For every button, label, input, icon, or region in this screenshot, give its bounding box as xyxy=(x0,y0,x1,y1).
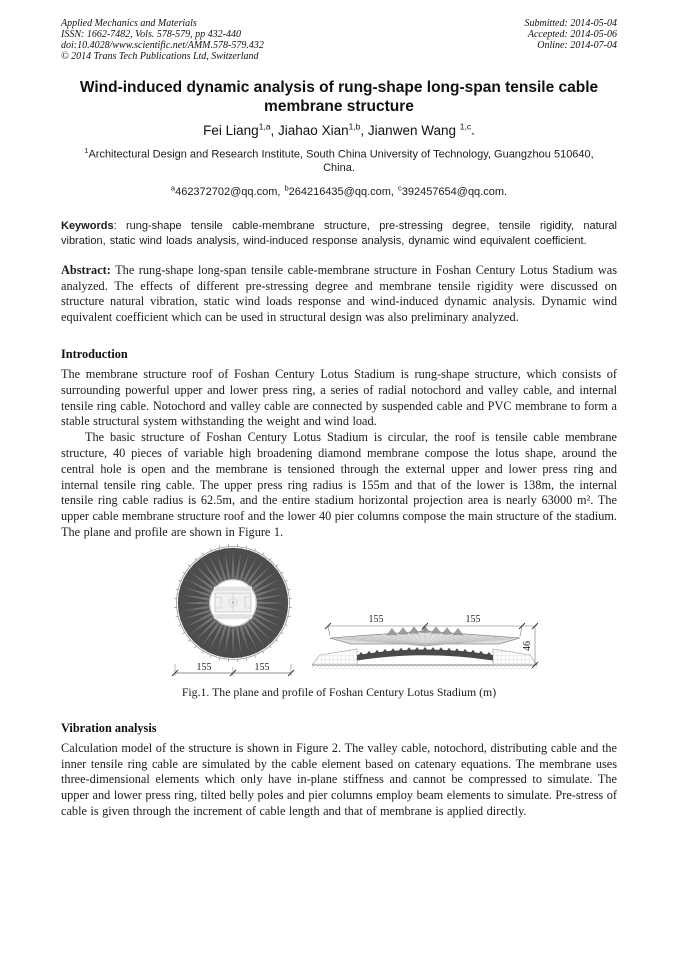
plan-dimension xyxy=(172,662,294,676)
introduction-heading: Introduction xyxy=(61,347,128,361)
vibration-heading: Vibration analysis xyxy=(61,720,157,735)
journal-copyright: © 2014 Trans Tech Publications Ltd, Switzerland xyxy=(61,51,259,62)
email-c: $^c$392457654@qq.com. xyxy=(397,183,508,198)
abstract-paragraph xyxy=(61,263,617,326)
abstract-label: Abstract: xyxy=(61,262,111,277)
stadium-profile-view xyxy=(312,614,538,670)
stadium-plan-view xyxy=(172,544,294,676)
keywords-label: Keywords xyxy=(61,219,114,232)
journal-issn: ISSN: 1662-7482, Vols. 578-579, pp 432-440 xyxy=(61,29,241,40)
author-3: , Jianwen Wang $^{1,c}$ xyxy=(360,121,472,138)
author-3-sup: 1,c xyxy=(459,121,472,131)
plan-field xyxy=(214,586,252,619)
profile-height-label: 46 xyxy=(522,640,533,651)
profile-dim-right-label: 155 xyxy=(465,613,481,625)
submitted-date: Submitted: 2014-05-04 xyxy=(524,18,617,29)
journal-doi: doi:10.4028/www.scientific.net/AMM.578-579.432 xyxy=(61,40,264,51)
profile-left-stand xyxy=(312,649,357,665)
authors-tail: . xyxy=(471,122,475,138)
email-a: $^a$462372702@qq.com, xyxy=(170,183,281,198)
figure1-caption: Fig.1. The plane and profile of Foshan Century Lotus Stadium (m) xyxy=(181,684,497,699)
introduction-paragraph-2: The basic structure of Foshan Century Lotus Stadium is circular, the roof is tensile cable membrane structure, 40 pieces of variable high broadening diamond membrane compose the lotus shape, around the central hole is open and the membrane is tensioned through the external upper and lower press ring and internal tensile ring cable. The upper press ring radius is 155m and that of the lower is 138m, the internal tensile ring cable radius is 62.5m, and the entire stadium horizontal projection area is nearly 63000 m². The upper cable membrane structure roof and the lower 40 pier columns compose the main structure of the stadium. The plane and profile are shown in Figure 1. xyxy=(61,430,617,539)
journal-name: Applied Mechanics and Materials xyxy=(61,18,197,29)
online-date: Online: 2014-07-04 xyxy=(537,40,617,51)
affiliation: $^1$Architectural Design and Research Institute, South China University of Technology, Guangzhou 510640, China. xyxy=(84,145,594,175)
author-2-sup: 1,b xyxy=(348,121,361,131)
figure1-drawing xyxy=(61,543,617,679)
author-1-sup: 1,a xyxy=(258,121,271,131)
affiliation-sup: 1 xyxy=(84,145,89,155)
author-emails xyxy=(61,183,617,198)
paper-title: Wind-induced dynamic analysis of rung-shape long-span tensile cable membrane structure xyxy=(79,79,599,115)
author-2: , Jiahao Xian$^{1,b}$ xyxy=(270,121,361,138)
plan-dim-left-label: 155 xyxy=(196,661,212,673)
introduction-paragraph-1: The membrane structure roof of Foshan Century Lotus Stadium is rung-shape structure, which consists of surrounding powerful upper and lower press ring, a series of radial notochord and valley cable, and internal tensile ring cable. Notochord and valley cable are connected by suspended cable and PVC membrane to form a stable structural system withstanding the weight and wind load. xyxy=(61,367,617,429)
vibration-paragraph-1: Calculation model of the structure is shown in Figure 2. The valley cable, notochord, distributing cable and the inner tensile ring cable are simulated by the cable element based on catenary equations. The membrane uses three-dimensional elements which only have in-plane stiffness and cannot be compressed to simulate. The upper and lower press ring, tilted belly poles and pier columns employ beam elements to simulate. Pre-stress of cable is given through the increment of cable length and that of membrane is applied directly. xyxy=(61,740,617,818)
publication-header xyxy=(61,18,617,62)
keywords-text: : rung-shape tensile cable-membrane structure, pre-stressing degree, tensile rigidity, natural vibration, static wind loads analysis, wind-induced response analysis, dynamic wind equivalent coefficient. xyxy=(61,219,617,247)
journal-info xyxy=(61,18,264,62)
plan-dim-right-label: 155 xyxy=(254,661,270,673)
email-b: $^b$264216435@qq.com, xyxy=(284,183,394,198)
submission-dates xyxy=(525,18,618,62)
profile-dim-left-label: 155 xyxy=(368,613,384,625)
figure-1 xyxy=(61,543,617,700)
abstract-text: The rung-shape long-span tensile cable-membrane structure in Foshan Century Lotus Stadium was analyzed. The effects of different pre-stressing degree and membrane tensile rigidity were discussed on structure natural vibration, static wind loads response and wind-induced dynamic analysis. Dynamic wind equivalent coefficient which can be used in structural design was also preliminary analyzed. xyxy=(61,262,617,325)
authors-line xyxy=(61,121,617,138)
keywords-paragraph xyxy=(61,219,617,249)
accepted-date: Accepted: 2014-05-06 xyxy=(527,29,617,40)
author-1: Fei Liang$^{1,a}$ xyxy=(203,121,271,138)
